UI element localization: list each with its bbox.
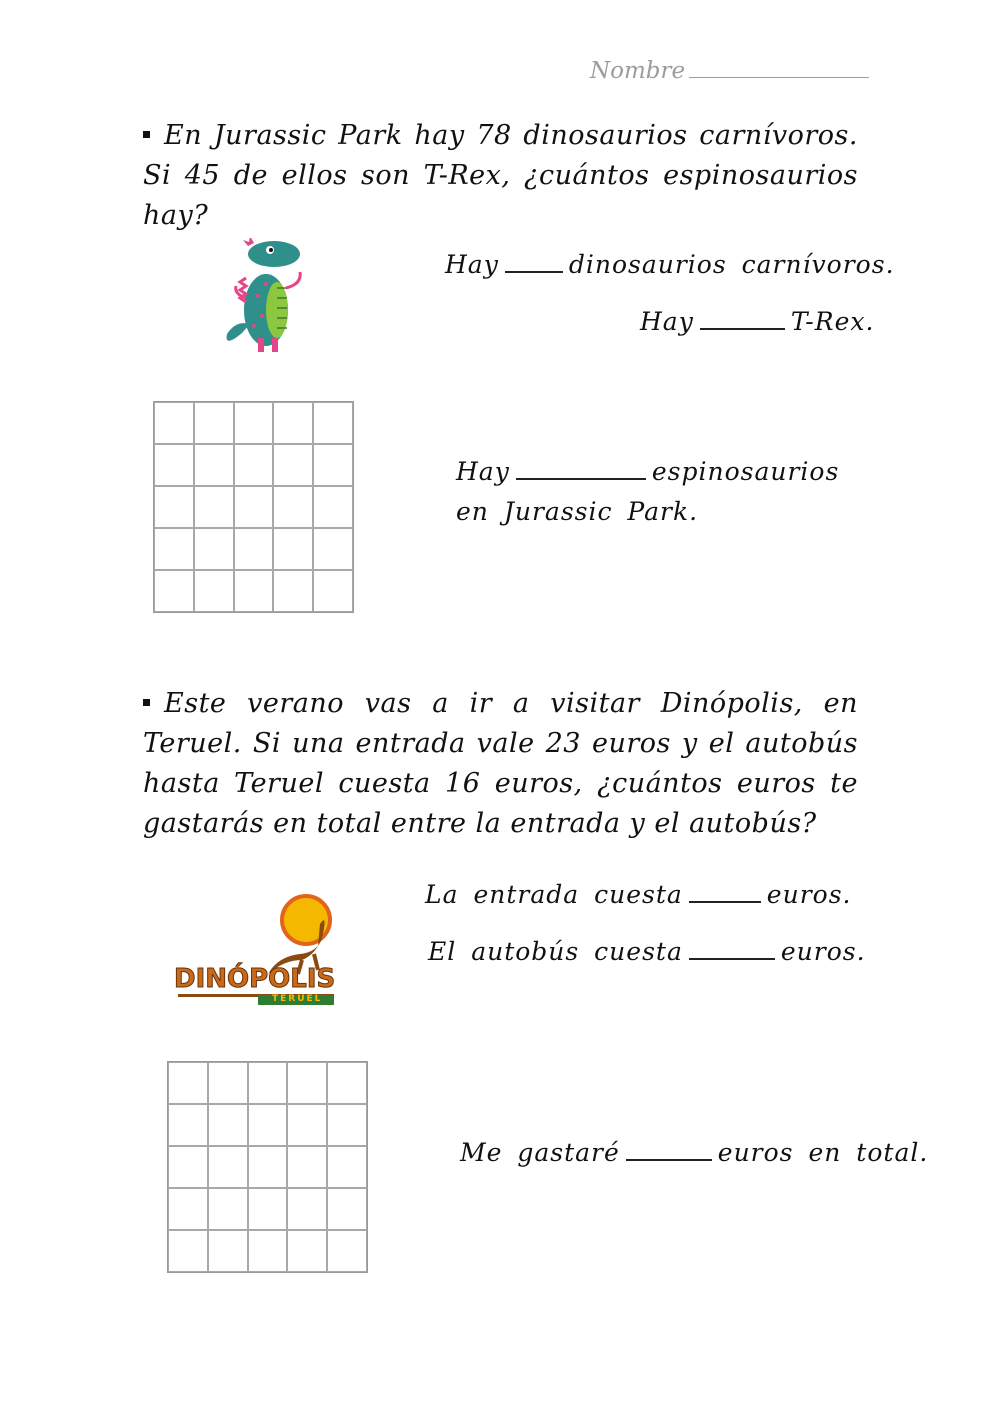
p2-a3-post: euros en total.: [717, 1138, 929, 1167]
p1-answer-carnivores: [445, 250, 895, 279]
p1-carnivores-blank[interactable]: [505, 270, 563, 273]
p1-spinosaurs-blank[interactable]: [516, 477, 646, 480]
p1-trex-blank[interactable]: [700, 327, 785, 330]
problem-2-statement: [143, 684, 858, 844]
p2-a1-post: euros.: [766, 880, 852, 909]
p2-calculation-grid[interactable]: [167, 1061, 368, 1273]
p1-a2-pre: Hay: [640, 307, 694, 336]
p1-answer-spinosaurs: [456, 452, 839, 532]
p1-a3-post: espinosaurios: [651, 457, 840, 486]
problem-1-statement: [143, 116, 858, 236]
p1-a1-pre: Hay: [445, 250, 499, 279]
p2-answer-bus: [428, 937, 866, 966]
p2-a2-pre: El autobús cuesta: [428, 937, 683, 966]
dinopolis-logo-text: DINÓPOLIS: [174, 964, 336, 994]
problem-1-text: En Jurassic Park hay 78 dinosaurios carnívoros. Si 45 de ellos son T-Rex, ¿cuántos espinosaurios hay?: [143, 120, 858, 231]
p1-a1-post: dinosaurios carnívoros.: [568, 250, 895, 279]
dinopolis-logo-subtext: TERUEL: [272, 994, 323, 1004]
p1-a2-post: T-Rex.: [790, 307, 875, 336]
name-field[interactable]: [590, 58, 869, 84]
bullet-icon: [143, 131, 150, 138]
problem-2-text: Este verano vas a ir a visitar Dinópolis, en Teruel. Si una entrada vale 23 euros y el autobús hasta Teruel cuesta 16 euros, ¿cuántos euros te gastarás en total entre la entrada y el autobús?: [143, 688, 858, 839]
p1-a3-line2: en Jurassic Park.: [456, 497, 699, 526]
name-line[interactable]: [689, 77, 869, 78]
p2-answer-ticket: [425, 880, 851, 909]
p2-bus-blank[interactable]: [689, 957, 775, 960]
p1-calculation-grid[interactable]: [153, 401, 354, 613]
bullet-icon: [143, 699, 150, 706]
dinosaur-illustration: [222, 238, 312, 358]
dinopolis-logo: [172, 890, 338, 1010]
p2-answer-total: [460, 1138, 928, 1167]
p1-answer-trex: [640, 307, 874, 336]
p2-a1-pre: La entrada cuesta: [425, 880, 683, 909]
p1-a3-pre: Hay: [456, 457, 510, 486]
p2-ticket-blank[interactable]: [689, 900, 761, 903]
p2-a3-pre: Me gastaré: [460, 1138, 620, 1167]
p2-total-blank[interactable]: [626, 1158, 712, 1161]
name-label: Nombre: [590, 58, 686, 84]
p2-a2-post: euros.: [780, 937, 866, 966]
